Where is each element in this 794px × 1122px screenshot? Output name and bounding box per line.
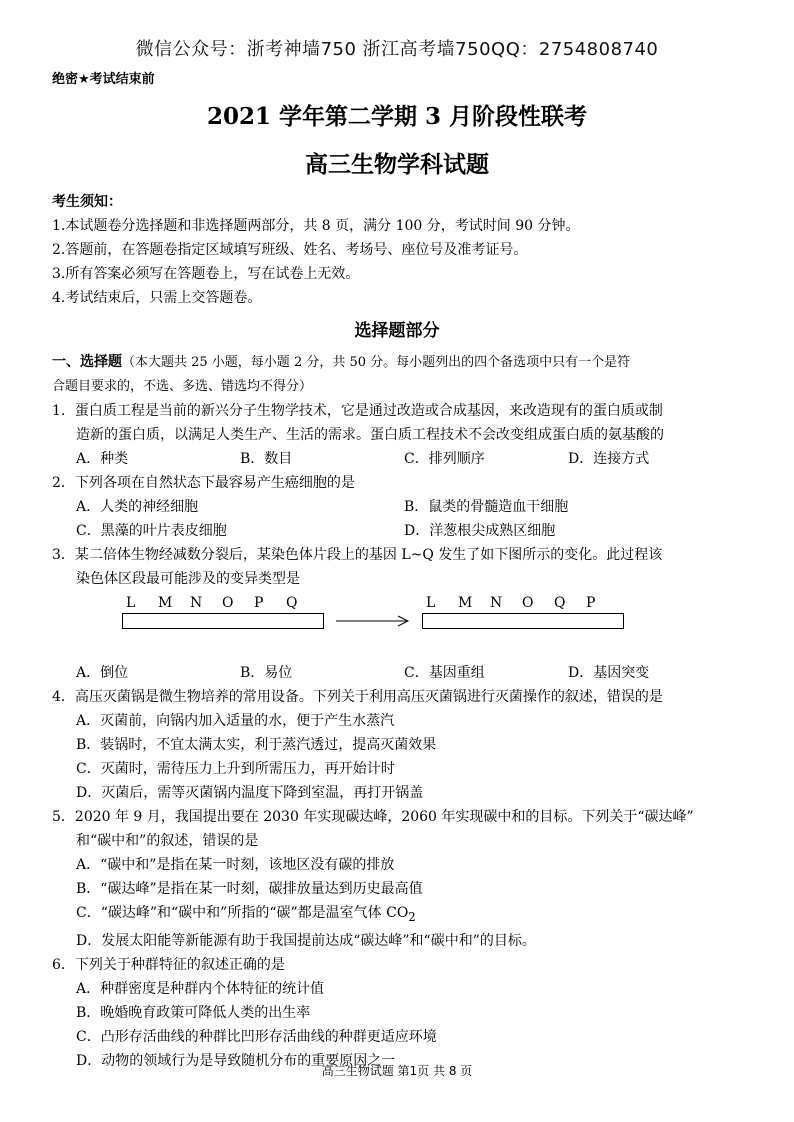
- chromosome-before: [122, 613, 324, 629]
- chromosome-after: [422, 613, 624, 629]
- gene-label: P: [586, 595, 596, 611]
- gene-label: Q: [286, 595, 298, 611]
- co2-subscript: 2: [408, 909, 416, 924]
- page-footer: 高三生物试题 第1页 共 8 页: [321, 1064, 473, 1078]
- question-2-options-row2: [52, 519, 752, 543]
- watermark-text: 微信公众号：浙考神墙750 浙江高考墙750QQ：2754808740: [135, 39, 659, 60]
- option-a[interactable]: A．灭菌前，向锅内加入适量的水，便于产生水蒸汽: [76, 713, 395, 729]
- gene-label: N: [190, 595, 203, 611]
- option-c[interactable]: C．凸形存活曲线的种群比凹形存活曲线的种群更适应环境: [76, 1028, 437, 1045]
- option-a[interactable]: A．倒位: [76, 665, 129, 681]
- part-desc: （本大题共 25 小题，每小题 2 分，共 50 分。每小题列出的四个备选项中只有一个是符: [122, 355, 631, 370]
- option-a[interactable]: A．人类的神经细胞: [76, 499, 199, 515]
- questions: [52, 350, 752, 1073]
- gene-labels-before: [126, 591, 318, 615]
- question-5-stem-cont: 和“碳中和”的叙述，错误的是: [76, 833, 259, 849]
- option-c-text: C．“碳达峰”和“碳中和”所指的“碳”都是温室气体 CO: [76, 905, 409, 921]
- question-1-options: [52, 447, 752, 471]
- option-c[interactable]: C．黑藻的叶片表皮细胞: [76, 523, 227, 539]
- notes-heading: 考生须知：: [52, 194, 122, 210]
- question-5-stem: 5．2020 年 9 月，我国提出要在 2030 年实现碳达峰，2060 年实现碳中和的目标。下列关于“碳达峰”: [52, 809, 694, 825]
- option-c[interactable]: C．排列顺序: [404, 451, 485, 467]
- option-d[interactable]: D．基因突变: [568, 665, 650, 681]
- question-3-stem-cont: 染色体区段最可能涉及的变异类型是: [76, 571, 300, 587]
- notes-item: 2.答题前，在答题卷指定区域填写班级、姓名、考场号、座位号及准考证号。: [52, 242, 528, 258]
- part-header: [52, 350, 752, 375]
- gene-label: M: [158, 595, 173, 611]
- option-a[interactable]: A．种群密度是种群内个体特征的统计值: [76, 980, 325, 997]
- option-b[interactable]: B．易位: [240, 665, 293, 681]
- gene-label: L: [426, 595, 436, 611]
- part-desc-cont: 合题目要求的，不选、多选、错选均不得分）: [52, 379, 313, 394]
- option-c[interactable]: C．灭菌时，需待压力上升到所需压力，再开始计时: [76, 761, 395, 777]
- question-4-stem: 4．高压灭菌锅是微生物培养的常用设备。下列关于利用高压灭菌锅进行灭菌操作的叙述，错误的是: [52, 689, 663, 705]
- question-6-stem: 6．下列关于种群特征的叙述正确的是: [52, 956, 285, 973]
- gene-label: O: [222, 595, 234, 611]
- option-d[interactable]: D．动物的领域行为是导致随机分布的重要原因之一: [76, 1052, 396, 1069]
- question-2-options-row1: [52, 495, 752, 519]
- option-d[interactable]: D．发展太阳能等新能源有助于我国提前达成“碳达峰”和“碳中和”的目标。: [76, 932, 536, 949]
- question-3-options: [52, 661, 752, 685]
- question-3-stem: 3．某二倍体生物经减数分裂后，某染色体片段上的基因 L~Q 发生了如下图所示的变化。此过程该: [52, 547, 663, 563]
- question-2-stem: 2．下列各项在自然状态下最容易产生癌细胞的是: [52, 475, 355, 491]
- notes-item: 3.所有答案必须写在答题卷上，写在试卷上无效。: [52, 266, 360, 282]
- option-a[interactable]: A．“碳中和”是指在某一时刻，该地区没有碳的排放: [76, 857, 395, 873]
- option-d[interactable]: D．灭菌后，需等灭菌锅内温度下降到室温，再打开锅盖: [76, 785, 424, 801]
- option-b[interactable]: B．装锅时，不宜太满太实，利于蒸汽透过，提高灭菌效果: [76, 737, 437, 753]
- confidential-label: 绝密★考试结束前: [52, 72, 155, 87]
- option-b[interactable]: B．晚婚晚育政策可降低人类的出生率: [76, 1004, 311, 1021]
- option-c[interactable]: [52, 901, 752, 929]
- gene-labels-after: [426, 591, 618, 615]
- exam-subtitle: 高三生物学科试题: [305, 151, 489, 178]
- notes-item: 4.考试结束后，只需上交答题卷。: [52, 290, 262, 306]
- option-d[interactable]: D．连接方式: [568, 451, 650, 467]
- exam-title: 2021 学年第二学期 3 月阶段性联考: [206, 103, 588, 130]
- question-1-stem-cont: 造新的蛋白质，以满足人类生产、生活的需求。蛋白质工程技术不会改变组成蛋白质的氨基酸的: [76, 427, 664, 443]
- option-b[interactable]: B．数目: [240, 451, 293, 467]
- question-1-stem: 1．蛋白质工程是当前的新兴分子生物学技术，它是通过改造或合成基因，来改造现有的蛋白质或制: [52, 403, 663, 419]
- gene-label: Q: [554, 595, 566, 611]
- gene-label: N: [490, 595, 503, 611]
- notes-item: 1.本试题卷分选择题和非选择题两部分，共 8 页，满分 100 分，考试时间 90 分钟。: [52, 218, 580, 234]
- option-b[interactable]: B．鼠类的骨髓造血干细胞: [404, 499, 569, 515]
- chromosome-diagram: [52, 591, 752, 661]
- gene-label: O: [522, 595, 534, 611]
- gene-label: L: [126, 595, 136, 611]
- option-a[interactable]: A．种类: [76, 451, 129, 467]
- option-d[interactable]: D．洋葱根尖成熟区细胞: [404, 523, 556, 539]
- gene-label: M: [458, 595, 473, 611]
- part-label: 一、选择题: [52, 354, 122, 370]
- arrow-right-icon: [336, 613, 410, 629]
- candidate-notes: [52, 190, 580, 310]
- gene-label: P: [254, 595, 264, 611]
- option-b[interactable]: B．“碳达峰”是指在某一时刻，碳排放量达到历史最高值: [76, 881, 423, 897]
- option-c[interactable]: C．基因重组: [404, 665, 485, 681]
- section-title: 选择题部分: [354, 321, 440, 341]
